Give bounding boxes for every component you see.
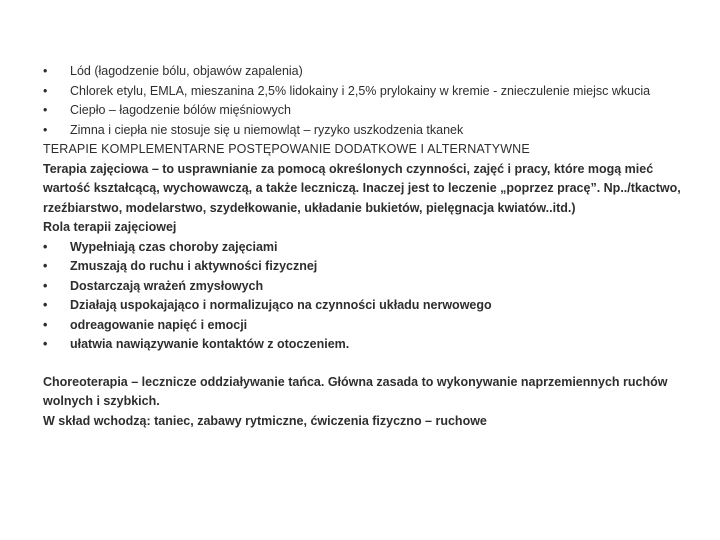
list-item [43, 238, 683, 258]
list-item-text: Zmuszają do ruchu i aktywności fizycznej [70, 259, 318, 273]
bullet-icon: • [43, 103, 48, 117]
choreotherapy-paragraph: Choreoterapia – lecznicze oddziaływanie tańca. Główna zasada to wykonywanie naprzemiennych ruchów wolnych i szybkich. [43, 374, 668, 408]
list-item-text: odreagowanie napięć i emocji [70, 317, 248, 332]
bullet-icon: • [43, 64, 48, 78]
choreotherapy-components: W skład wchodzą: taniec, zabawy rytmiczne, ćwiczenia fizyczno – ruchowe [43, 413, 487, 428]
bullet-icon: • [43, 122, 48, 137]
bullet-icon: • [43, 278, 48, 293]
section-heading: TERAPIE KOMPLEMENTARNE POSTĘPOWANIE DODATKOWE I ALTERNATYWNE [43, 142, 530, 156]
list-item [43, 277, 683, 297]
bullet-icon: • [43, 83, 48, 98]
list-item-text: Ciepło – łagodzenie bólów mięśniowych [70, 103, 291, 117]
list-item-text: Lód (łagodzenie bólu, objawów zapalenia) [70, 64, 303, 78]
list-item-text: Chlorek etylu, EMLA, mieszanina 2,5% lidokainy i 2,5% prylokainy w kremie - znieczulenie miejsc wkucia [70, 83, 651, 98]
list-item [43, 316, 683, 336]
list-item [43, 335, 683, 355]
list-item-text: Działają uspokajająco i normalizująco na czynności układu nerwowego [70, 298, 492, 312]
bullet-icon: • [43, 317, 48, 332]
spacer [43, 355, 683, 373]
slide-content [43, 62, 683, 431]
list-item-text: Wypełniają czas choroby zajęciami [70, 239, 278, 254]
list-item-text: Dostarczają wrażeń zmysłowych [70, 278, 264, 293]
list-item [43, 257, 683, 277]
list-item [43, 121, 683, 141]
bullet-icon: • [43, 259, 48, 273]
list-item [43, 62, 683, 82]
bullet-icon: • [43, 298, 48, 312]
bullet-icon: • [43, 239, 48, 254]
list-item-text: ułatwia nawiązywanie kontaktów z otoczeniem. [70, 337, 350, 351]
list-item [43, 82, 683, 102]
list-item-text: Zimna i ciepła nie stosuje się u niemowląt – ryzyko uszkodzenia tkanek [70, 122, 464, 137]
bullet-icon: • [43, 337, 48, 351]
list-item [43, 101, 683, 121]
occupational-therapy-paragraph: Terapia zajęciowa – to usprawnianie za pomocą określonych czynności, zajęć i pracy, które mogą mieć wartość kształcącą, wychowawczą, a także leczniczą. Inaczej jest to leczenie „poprzez pracę”. Np../tkactwo, rzeźbiarstwo, modelarstwo, szydełkowanie, układanie bukietów, pielęgnacja kwiatów..itd.) [43, 161, 681, 215]
list-item [43, 296, 683, 316]
role-heading: Rola terapii zajęciowej [43, 220, 177, 234]
